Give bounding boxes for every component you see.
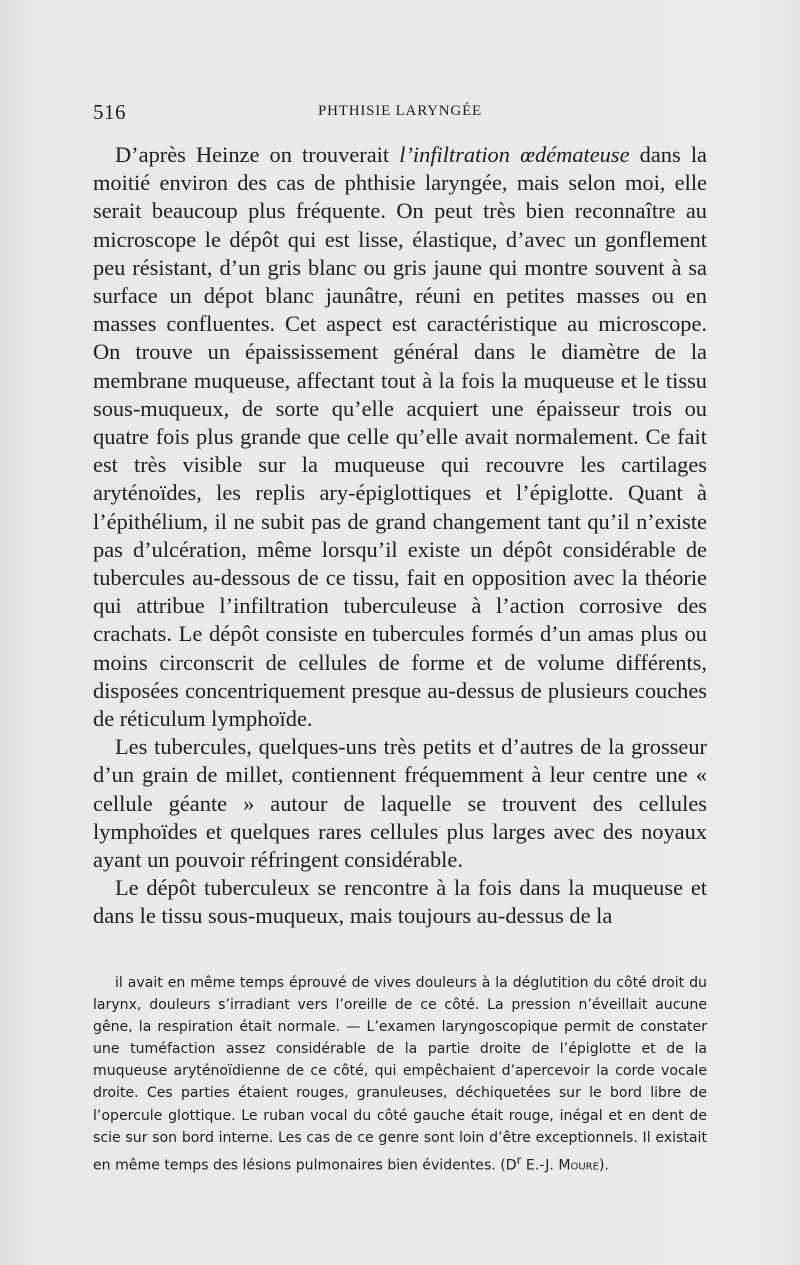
page-number: 516 [93, 100, 126, 124]
page-header [93, 100, 707, 128]
emphasis-infiltration-oedemateuse: l’infiltration œdémateuse [399, 142, 630, 167]
author-name: Moure [558, 1157, 599, 1174]
footnote [93, 972, 707, 1177]
footnote-text: il avait en même temps éprouvé de vives douleurs à la déglutition du côté droit du larynx, douleurs s’irradiant vers l’oreille de ce côté. La pression n’éveillait aucune gêne, la respiration était normale. — L’examen laryngoscopique permit de constater une tuméfaction assez considérable de la partie droite de l’épiglotte et de la muqueuse aryténoïdienne de ce côté, qui empêchaient d’apercevoir la corde vocale droite. Ces parties étaient rouges, granuleuses, déchiquetées sur le bord libre de l’opercule glottique. Le ruban vocal du côté gauche était rouge, inégal et en dent de scie sur son bord interne. Les cas de ce genre sont loin d’être exceptionnels. Il existait en même temps des lésions pulmonaires bien évidentes. (D [93, 975, 707, 1174]
main-text [93, 141, 707, 931]
paragraph-1 [93, 141, 707, 733]
running-title: PHTHISIE LARYNGÉE [317, 103, 482, 119]
footnote-paragraph [93, 972, 707, 1177]
author-title-superscript: r [516, 1152, 522, 1167]
footnote-closing: ). [598, 1157, 609, 1174]
paragraph-1-rest: dans la moitié environ des cas de phthisie laryngée, mais selon moi, elle serait beaucoup plus fréquente. On peut très bien reconnaître au microscope le dépôt qui est lisse, élastique, d’avec un gonflement peu résistant, d’un gris blanc ou gris jaune qui montre souvent à sa surface un dépot blanc jaunâtre, réuni en petites masses ou en masses confluentes. Cet aspect est caractéristique au microscope. On trouve un épaississement général dans le diamètre de la membrane muqueuse, affectant tout à la fois la muqueuse et le tissu sous-muqueux, de sorte qu’elle acquiert une épaisseur trois ou quatre fois plus grande que celle qu’elle avait normalement. Ce fait est très visible sur la muqueuse qui recouvre les cartilages aryténoïdes, les replis ary-épiglottiques et l’épiglotte. Quant à l’épithélium, il ne subit pas de grand changement tant qu’il n’existe pas d’ulcération, même lorsqu’il existe un dépôt considérable de tubercules au-dessous de ce tissu, fait en opposition avec la théorie qui attribue l’infiltration tuberculeuse à l’action corrosive des crachats. Le dépôt consiste en tubercules formés d’un amas plus ou moins circonscrit de cellules de forme et de volume différents, disposées concentriquement presque au-dessus de plusieurs couches de réticulum lymphoïde. [93, 142, 707, 732]
author-initials: E.-J. [521, 1157, 559, 1174]
paragraph-3: Le dépôt tuberculeux se rencontre à la fois dans la muqueuse et dans le tissu sous-muqueux, mais toujours au-dessus de la [93, 875, 707, 929]
paragraph-2: Les tubercules, quelques-uns très petits et d’autres de la grosseur d’un grain de millet, contiennent fréquemment à leur centre une « cellule géante » autour de laquelle se trouvent des cellules lymphoïdes et quelques rares cellules plus larges avec des noyaux ayant un pouvoir réfringent considérable. [93, 734, 707, 873]
paragraph-1-start: D’après Heinze on trouverait [115, 142, 400, 167]
